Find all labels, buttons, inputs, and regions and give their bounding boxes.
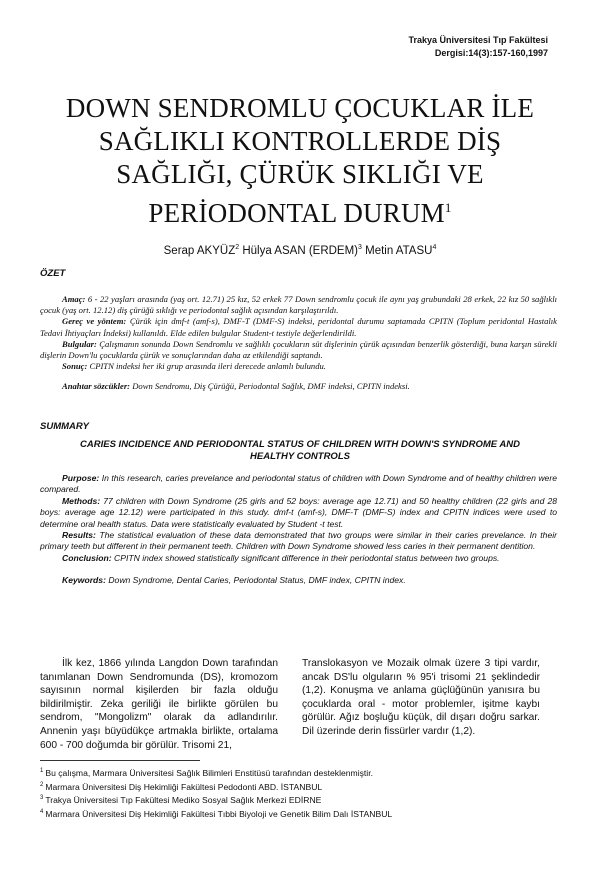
ozet-abstract xyxy=(40,294,557,393)
body-paragraph-right: Translokasyon ve Mozaik olmak üzere 3 tipi vardır, ancak DS'lu olguların % 95'i trisomi 21 şeklindedir (1,2). Konuşma ve anlama güçlüğünün yanısıra bu çocuklarda oral - motor problemler, işitme kaybı görülür. Ağız boşluğu küçük, dil dışarı doğru sarkar. Dil üzerinde derin fissürler vardır (1,2). xyxy=(302,658,540,737)
summary-abstract xyxy=(40,473,557,587)
ozet-gerec-text: Çürük için dmf-t (amf-s), DMF-T (DMF-S) indeksi, peridontal durumu saptamada CPITN (Toplum peridontal Hastalık Tedavi İhtiyaçları İndeksi) kullanıldı. Elde edilen bulgular Student-t testiyle değerlendirildi. xyxy=(40,316,557,338)
ozet-gerec-label: Gereç ve yöntem: xyxy=(62,316,127,327)
footnote-text: Bu çalışma, Marmara Üniversitesi Sağlık Bilimleri Enstitüsü tarafından desteklenmiştir. xyxy=(45,767,373,778)
author-2: Hülya ASAN (ERDEM) xyxy=(242,244,359,257)
summary-conclusion-label: Conclusion: xyxy=(62,552,112,563)
summary-keywords-label: Keywords: xyxy=(62,575,106,586)
summary-purpose xyxy=(40,473,557,496)
summary-results-text: The statistical evaluation of these data demonstrated that two groups were similar in their caries prevelance. In their primary teeth but different in their permanent teeth. Children with Down Syndrome showed less caries in their permanent dentition. xyxy=(40,530,558,552)
ozet-amac xyxy=(40,294,557,316)
footnotes xyxy=(40,766,560,821)
footnote-text: Trakya Üniversitesi Tıp Fakültesi Mediko Sosyal Sağlık Merkezi EDİRNE xyxy=(45,795,322,806)
summary-results-label: Results: xyxy=(62,530,96,541)
title-line-2: SAĞLIKLI KONTROLLERDE DİŞ xyxy=(98,126,502,156)
summary-keywords xyxy=(40,575,557,586)
summary-conclusion xyxy=(40,553,557,564)
footnote xyxy=(40,807,560,821)
footnote-mark: 3 xyxy=(40,795,44,802)
author-3-mark: 4 xyxy=(432,244,437,251)
title-footnote-mark: 1 xyxy=(444,200,452,215)
summary-methods xyxy=(40,496,557,530)
body-column-left xyxy=(40,657,278,752)
author-3: Metin ATASU xyxy=(365,244,433,257)
ozet-keywords-text: Down Sendromu, Diş Çürüğü, Periodontal Sağlık, DMF indeksi, CPITN indeksi. xyxy=(132,381,410,392)
summary-conclusion-text: CPITN index showed statistically significant difference in their periodontal status between two groups. xyxy=(114,552,500,563)
footnote-text: Marmara Üniversitesi Diş Hekimliği Fakültesi Tıbbi Biyoloji ve Genetik Bilim Dalı İSTANBUL xyxy=(45,808,393,819)
title-line-1: DOWN SENDROMLU ÇOCUKLAR İLE xyxy=(65,93,535,123)
ozet-sonuc-label: Sonuç: xyxy=(62,361,88,372)
summary-results xyxy=(40,530,557,553)
ozet-bulgular-text: Çalışmanın sonunda Down Sendromlu ve sağlıklı çocukların süt dişlerinin çürük açısından benzerlik gösterdiği, buna karşın sürekli dişlerin Down'lu çocuklarda çürük ve sonuçlarından daha az etkilendiği saptandı. xyxy=(40,338,558,361)
footnote xyxy=(40,780,560,794)
ozet-heading: ÖZET xyxy=(40,268,66,279)
ozet-bulgular xyxy=(40,339,557,361)
ozet-gerec xyxy=(40,316,557,338)
summary-purpose-text: In this research, caries prevelance and periodontal status of children with Down Syndrome and of healthy children were compared. xyxy=(40,473,557,495)
ozet-amac-text: 6 - 22 yaşları arasında (yaş ort. 12.71) 25 kız, 52 erkek 77 Down sendromlu çocuk ile aynı yaş grubundaki 28 erkek, 22 kız 50 sağlıklı çocuk (yaş ort. 12.12) diş çürüğü sıklığı ve periodontal sağlık açısından karşılaştırıldı. xyxy=(40,294,558,316)
ozet-sonuc-text: CPITN indeksi her iki grup arasında ileri derecede anlamlı bulundu. xyxy=(89,361,326,372)
footnote xyxy=(40,766,560,780)
footnote-mark: 2 xyxy=(40,781,44,788)
author-1: Serap AKYÜZ xyxy=(163,244,236,257)
body-column-right xyxy=(302,657,540,739)
summary-keywords-text: Down Syndrome, Dental Caries, Periodontal Status, DMF index, CPITN index. xyxy=(108,575,406,586)
body-paragraph-left: İlk kez, 1866 yılında Langdon Down tarafından tanımlanan Down Sendromunda (DS), kromozom sayısının normal kişilerden bir fazla olduğu bildirilmiştir. Zeka geriliği ile birlikte görülen bu sendrom, "Mongolizm" olarak da adlandırılır. Annenin yaşı büyüdükçe artmakla birlikte, ortalama 600 - 700 doğumda bir görülür. Trisomi 21, xyxy=(40,658,278,751)
journal-name: Trakya Üniversitesi Tıp Fakültesi xyxy=(408,35,548,45)
author-1-mark: 2 xyxy=(235,244,240,251)
journal-volume: Dergisi:14(3):157-160,1997 xyxy=(434,48,548,58)
english-title-line-2: HEALTHY CONTROLS xyxy=(250,451,350,462)
footnote-mark: 4 xyxy=(40,808,44,815)
ozet-keywords-label: Anahtar sözcükler: xyxy=(62,381,131,392)
author-list xyxy=(0,244,600,257)
footnote xyxy=(40,793,560,807)
author-2-mark: 3 xyxy=(358,244,362,251)
title-line-4 xyxy=(40,191,560,230)
english-title-line-1: CARIES INCIDENCE AND PERIODONTAL STATUS OF CHILDREN WITH DOWN'S SYNDROME AND xyxy=(80,439,520,450)
title-line-4-text: PERİODONTAL DURUM xyxy=(148,198,445,228)
english-title xyxy=(80,439,520,463)
footnote-text: Marmara Üniversitesi Diş Hekimliği Fakültesi Pedodonti ABD. İSTANBUL xyxy=(45,781,323,792)
summary-methods-text: 77 children with Down Syndrome (25 girls and 52 boys: average age 12.71) and 50 healthy children (22 girls and 28 boys: average age 12.12) were participated in this study. dmf-t (amf-s), DMF-T (DMF-S) index and CPITN indices were used to determine oral health status. Data were statistically evaluated by Student -t test. xyxy=(40,495,557,529)
journal-citation xyxy=(408,34,548,60)
ozet-sonuc xyxy=(40,361,557,372)
footnote-divider xyxy=(40,760,200,761)
title-line-3: SAĞLIĞI, ÇÜRÜK SIKLIĞI VE xyxy=(116,159,484,189)
summary-methods-label: Methods: xyxy=(62,495,101,506)
ozet-bulgular-label: Bulgular: xyxy=(62,338,97,349)
summary-purpose-label: Purpose: xyxy=(62,473,100,483)
ozet-keywords xyxy=(40,381,557,392)
footnote-mark: 1 xyxy=(40,768,44,774)
article-title xyxy=(40,92,560,230)
ozet-amac-label: Amaç: xyxy=(62,294,86,304)
summary-heading: SUMMARY xyxy=(40,421,89,432)
